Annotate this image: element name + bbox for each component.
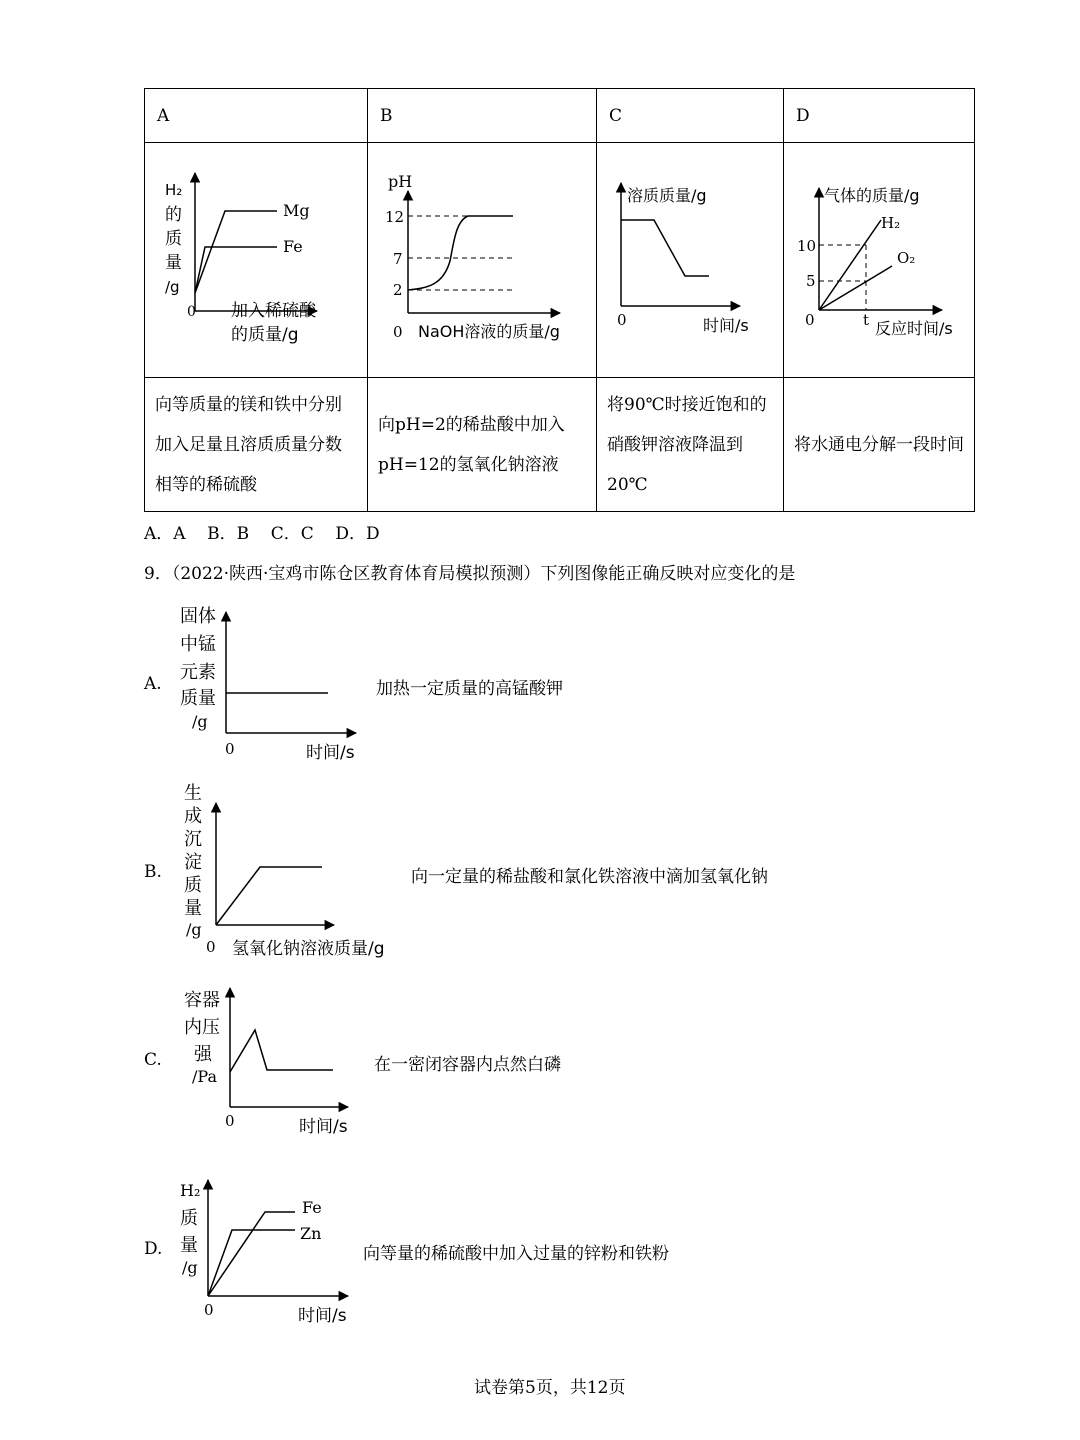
ylabel-3: 元素 [180, 662, 216, 683]
option-b-label: B. [144, 862, 162, 882]
origin: 0 [225, 740, 235, 758]
ytick-7: 7 [393, 250, 403, 268]
solute-line [621, 220, 709, 276]
description-b: 向pH=2的稀盐酸中加入pH=12的氢氧化钠溶液 [368, 378, 597, 512]
xtick-t: t [863, 311, 870, 329]
ylabel-2: 质 [180, 1208, 198, 1229]
origin: 0 [225, 1112, 235, 1130]
option-d-text: 向等量的稀硫酸中加入过量的锌粉和铁粉 [363, 1244, 669, 1264]
ylabel-a-4: 量 [165, 253, 182, 273]
ylabel-1: H₂ [180, 1181, 201, 1200]
figure-a-cell [145, 143, 368, 378]
ylabel-4: /g [182, 1258, 198, 1277]
mg-line [195, 211, 277, 293]
ytick-2: 2 [393, 281, 403, 299]
figure-c-cell [597, 143, 784, 378]
precipitate-line [216, 867, 322, 925]
ylabel-3: 强 [194, 1044, 212, 1065]
origin: 0 [204, 1301, 214, 1319]
figure-d-cell [784, 143, 975, 378]
ylabel-a-3: 质 [165, 229, 182, 249]
ph-curve [408, 216, 513, 290]
option-a-text: 加热一定质量的高锰酸钾 [376, 679, 563, 699]
ylabel-5: /g [192, 712, 208, 731]
ytick-12: 12 [385, 208, 405, 226]
option-a-label: A. [144, 674, 162, 694]
ylabel-2: 内压 [184, 1017, 220, 1038]
ylabel-a-5: /g [165, 278, 180, 296]
header-c: C [597, 89, 784, 143]
option-b-graph [170, 775, 405, 965]
ylabel-d: 气体的质量/g [824, 186, 920, 205]
ylabel-1: 容器 [184, 990, 220, 1011]
header-d: D [784, 89, 975, 143]
figure-d-graph [784, 143, 975, 372]
description-c: 将90℃时接近饱和的硝酸钾溶液降温到20℃ [597, 378, 784, 512]
ylabel-4: 质量 [180, 688, 216, 709]
option-d-graph [170, 1172, 360, 1330]
series-fe: Fe [302, 1198, 322, 1217]
ylabel-7: /g [186, 920, 202, 939]
xlabel: 氢氧化钠溶液质量/g [232, 939, 385, 959]
ylabel-1: 生 [184, 783, 202, 804]
series-h2: H₂ [881, 214, 901, 232]
origin-b: 0 [393, 323, 403, 341]
series-fe: Fe [283, 237, 303, 256]
page-footer: 试卷第5页，共12页 [474, 1378, 626, 1398]
xlabel-a-2: 的质量/g [231, 325, 299, 345]
description-d: 将水通电分解一段时间 [784, 378, 975, 512]
header-b: B [368, 89, 597, 143]
ylabel-4: 淀 [184, 852, 202, 873]
option-a-graph [170, 598, 370, 768]
ylabel-2: 成 [184, 806, 202, 827]
ytick-5: 5 [806, 272, 816, 290]
ytick-10: 10 [797, 237, 817, 255]
ylabel-5: 质 [184, 875, 202, 896]
zn-line [208, 1230, 295, 1296]
origin: 0 [206, 938, 216, 956]
question-9-stem: 9．（2022·陕西·宝鸡市陈仓区教育体育局模拟预测）下列图像能正确反映对应变化的是 [144, 564, 796, 584]
ylabel-a-2: 的 [165, 205, 182, 225]
option-c-text: 在一密闭容器内点然白磷 [374, 1055, 561, 1075]
xlabel-c: 时间/s [703, 316, 749, 335]
figure-b-cell [368, 143, 597, 378]
xlabel: 时间/s [299, 1117, 348, 1137]
o2-line [819, 266, 892, 310]
option-c-graph [170, 982, 360, 1142]
option-b-text: 向一定量的稀盐酸和氯化铁溶液中滴加氢氧化钠 [411, 867, 768, 887]
ylabel-a-1: H₂ [165, 181, 183, 199]
origin-d: 0 [805, 311, 815, 329]
ylabel-4: /Pa [192, 1067, 217, 1086]
option-c-label: C. [144, 1050, 162, 1070]
figure-c-graph [597, 143, 784, 372]
options-table [144, 88, 975, 512]
ylabel-3: 沉 [184, 829, 202, 850]
ylabel-2: 中锰 [180, 634, 216, 655]
answer-choices: A．A B．B C．C D．D [144, 524, 380, 544]
series-o2: O₂ [897, 249, 916, 267]
origin-a: 0 [187, 304, 196, 320]
xlabel: 时间/s [306, 743, 355, 763]
header-a: A [145, 89, 368, 143]
series-mg: Mg [283, 201, 310, 220]
series-zn: Zn [300, 1224, 322, 1243]
ylabel-b: pH [388, 172, 413, 191]
fe-line [195, 247, 277, 293]
ylabel-6: 量 [184, 898, 202, 919]
xlabel-a-1: 加入稀硫酸 [231, 301, 316, 321]
description-a: 向等质量的镁和铁中分别加入足量且溶质质量分数相等的稀硫酸 [145, 378, 368, 512]
ylabel-c: 溶质质量/g [627, 186, 707, 205]
xlabel-d: 反应时间/s [875, 319, 953, 338]
ylabel-1: 固体 [180, 606, 216, 627]
xlabel-b: NaOH溶液的质量/g [418, 322, 560, 341]
figure-b-graph [368, 143, 597, 372]
fe-line [208, 1212, 295, 1296]
pressure-line [230, 1030, 333, 1072]
h2-line [819, 220, 881, 310]
option-d-label: D. [144, 1239, 163, 1259]
xlabel: 时间/s [298, 1306, 347, 1326]
origin-c: 0 [617, 311, 627, 329]
figure-a-graph [145, 143, 368, 372]
ylabel-3: 量 [180, 1235, 198, 1256]
